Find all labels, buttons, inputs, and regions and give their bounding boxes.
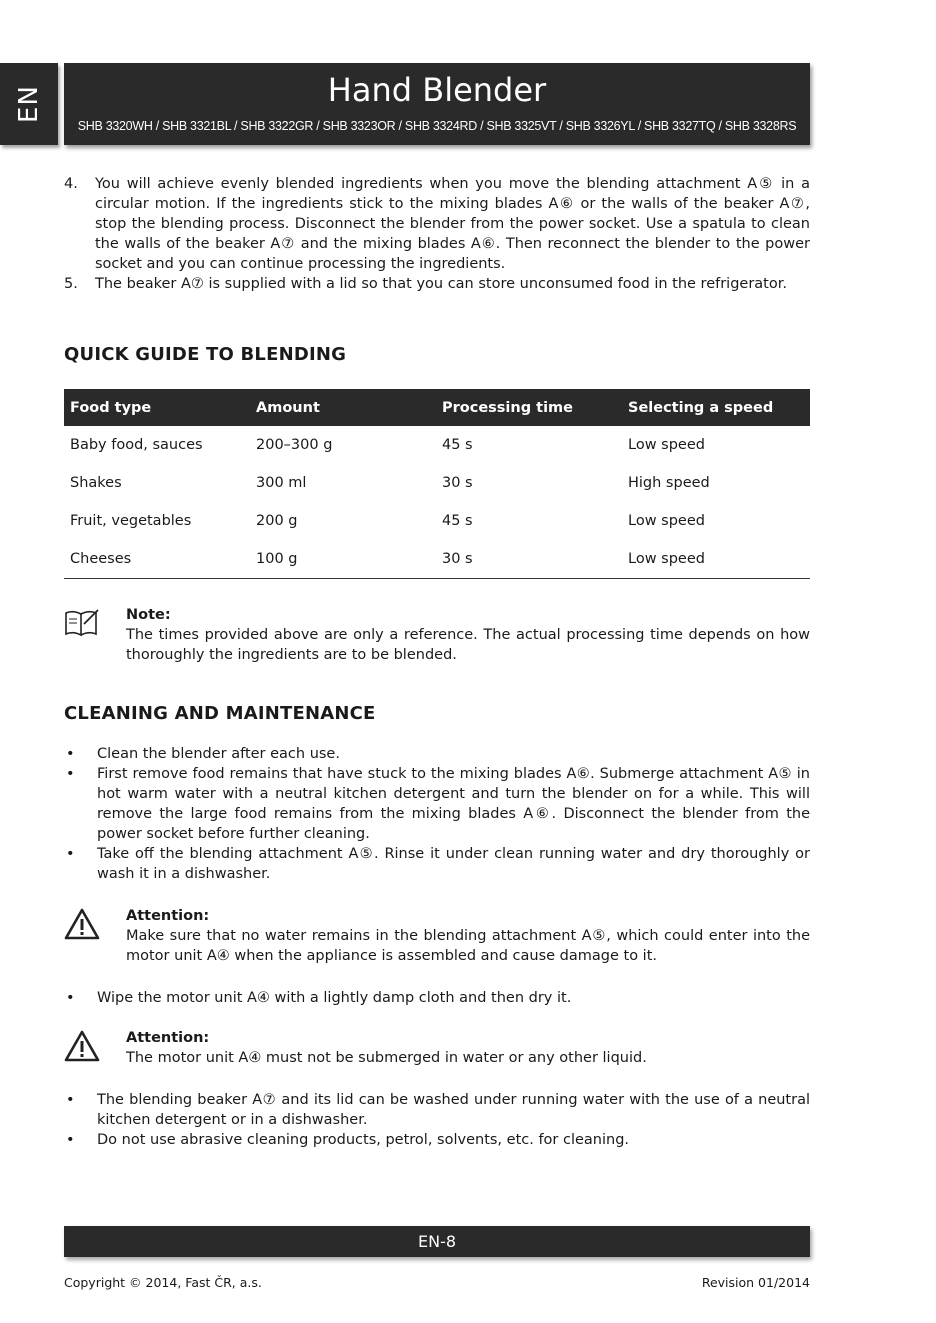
- step-text: The beaker A⑦ is supplied with a lid so that you can store unconsumed food in the refrigerator.: [95, 276, 787, 292]
- warning-icon: [64, 908, 100, 946]
- step-number: 5.: [64, 276, 78, 292]
- model-list: SHB 3320WH / SHB 3321BL / SHB 3322GR / SHB 3323OR / SHB 3324RD / SHB 3325VT / SHB 3326YL / SHB 3327TQ / SHB 3328RS: [77, 119, 797, 133]
- list-item-text: Take off the blending attachment A⑤. Rinse it under clean running water and dry thoroughly or wash it in a dishwasher.: [97, 846, 810, 882]
- table-row: [64, 464, 810, 502]
- page-number-bar: [64, 1226, 810, 1257]
- attention-label: Attention:: [126, 908, 210, 924]
- table-cell: 45 s: [442, 513, 473, 529]
- table-row: [64, 426, 810, 464]
- step-item: [64, 274, 810, 294]
- page-number: EN-8: [417, 1232, 457, 1251]
- step-item: [64, 174, 810, 274]
- attention-callout: [64, 906, 810, 966]
- table-cell: High speed: [628, 475, 710, 491]
- table-cell: Cheeses: [64, 540, 250, 579]
- table-cell: 45 s: [442, 437, 473, 453]
- attention-text: The motor unit A④ must not be submerged in water or any other liquid.: [126, 1050, 647, 1066]
- column-header: Processing time: [436, 389, 622, 426]
- page-title: Hand Blender: [327, 71, 547, 109]
- quick-guide-heading: QUICK GUIDE TO BLENDING: [64, 344, 347, 365]
- copyright: Copyright © 2014, Fast ČR, a.s.: [64, 1275, 262, 1290]
- note-book-icon: [64, 607, 100, 643]
- list-item-text: Do not use abrasive cleaning products, petrol, solvents, etc. for cleaning.: [97, 1132, 630, 1148]
- cleaning-heading: CLEANING AND MAINTENANCE: [64, 703, 376, 724]
- language-tab-label: EN: [14, 85, 44, 123]
- list-item: • The blending beaker A⑦ and its lid can be washed under running water with the use of a neutral kitchen detergent or in a dishwasher.: [66, 1092, 810, 1128]
- column-header: Amount: [250, 389, 436, 426]
- table-cell: Baby food, sauces: [70, 437, 203, 453]
- list-item: • Take off the blending attachment A⑤. Rinse it under clean running water and dry thoroughly or wash it in a dishwasher.: [66, 846, 810, 882]
- quick-guide-table: [64, 389, 810, 579]
- attention-label: Attention:: [126, 1030, 210, 1046]
- step-text: You will achieve evenly blended ingredients when you move the blending attachment A⑤ in a circular motion. If the ingredients stick to the mixing blades A⑥ or the walls of the beaker A⑦, stop the blending process. Disconnect the blender from the power socket. Use a spatula to clean the walls of the beaker A⑦ and the mixing blades A⑥. Then reconnect the blender to the power socket and you can continue processing the ingredients.: [95, 176, 810, 272]
- table-cell: Shakes: [70, 475, 122, 491]
- attention-text: Make sure that no water remains in the blending attachment A⑤, which could enter into the motor unit A④ when the appliance is assembled and cause damage to it.: [126, 928, 810, 964]
- table-cell: 200–300 g: [256, 437, 333, 453]
- list-item-text: The blending beaker A⑦ and its lid can be washed under running water with the use of a neutral kitchen detergent or in a dishwasher.: [97, 1092, 810, 1128]
- note-text: The times provided above are only a reference. The actual processing time depends on how thoroughly the ingredients are to be blended.: [126, 627, 810, 663]
- table-cell: Fruit, vegetables: [70, 513, 192, 529]
- attention-callout: [64, 1028, 810, 1068]
- list-item-text: Wipe the motor unit A④ with a lightly damp cloth and then dry it.: [97, 990, 572, 1006]
- list-item-text: Clean the blender after each use.: [97, 746, 340, 762]
- warning-icon: [64, 1030, 100, 1068]
- language-tab: [0, 63, 58, 145]
- column-header: Selecting a speed: [622, 389, 810, 426]
- table-cell: 30 s: [442, 475, 473, 491]
- column-header: Food type: [64, 389, 250, 426]
- cleaning-list: [64, 988, 810, 1008]
- table-cell: Low speed: [622, 540, 810, 579]
- revision: Revision 01/2014: [701, 1275, 810, 1290]
- table-cell: 300 ml: [256, 475, 307, 491]
- steps-list: [64, 174, 810, 294]
- cleaning-list: [64, 1090, 810, 1150]
- table-row: [64, 540, 810, 579]
- table-cell: Low speed: [628, 437, 705, 453]
- table-header-row: [64, 389, 810, 426]
- table-cell: 200 g: [256, 513, 298, 529]
- cleaning-list: [64, 744, 810, 884]
- list-item: • Do not use abrasive cleaning products, petrol, solvents, etc. for cleaning.: [64, 1130, 810, 1150]
- table-cell: Low speed: [628, 513, 705, 529]
- table-cell: 100 g: [250, 540, 436, 579]
- list-item-text: First remove food remains that have stuck to the mixing blades A⑥. Submerge attachment A⑤ in hot warm water with a neutral kitchen detergent and turn the blender on for a while. This will remove the large food remains from the mixing blades A⑥. Disconnect the blender from the power socket before further cleaning.: [97, 766, 810, 842]
- main-content: [64, 174, 810, 1150]
- list-item: • First remove food remains that have stuck to the mixing blades A⑥. Submerge attachment A⑤ in hot warm water with a neutral kitchen detergent and turn the blender on for a while. This will remove the large food remains from the mixing blades A⑥. Disconnect the blender from the power socket before further cleaning.: [66, 766, 810, 842]
- page-header: [64, 63, 810, 145]
- table-cell: 30 s: [436, 540, 622, 579]
- note-callout: [64, 605, 810, 665]
- table-row: [64, 502, 810, 540]
- list-item: • Clean the blender after each use.: [64, 744, 810, 764]
- note-label: Note:: [126, 607, 171, 623]
- step-number: 4.: [64, 176, 78, 192]
- list-item: • Wipe the motor unit A④ with a lightly damp cloth and then dry it.: [64, 988, 810, 1008]
